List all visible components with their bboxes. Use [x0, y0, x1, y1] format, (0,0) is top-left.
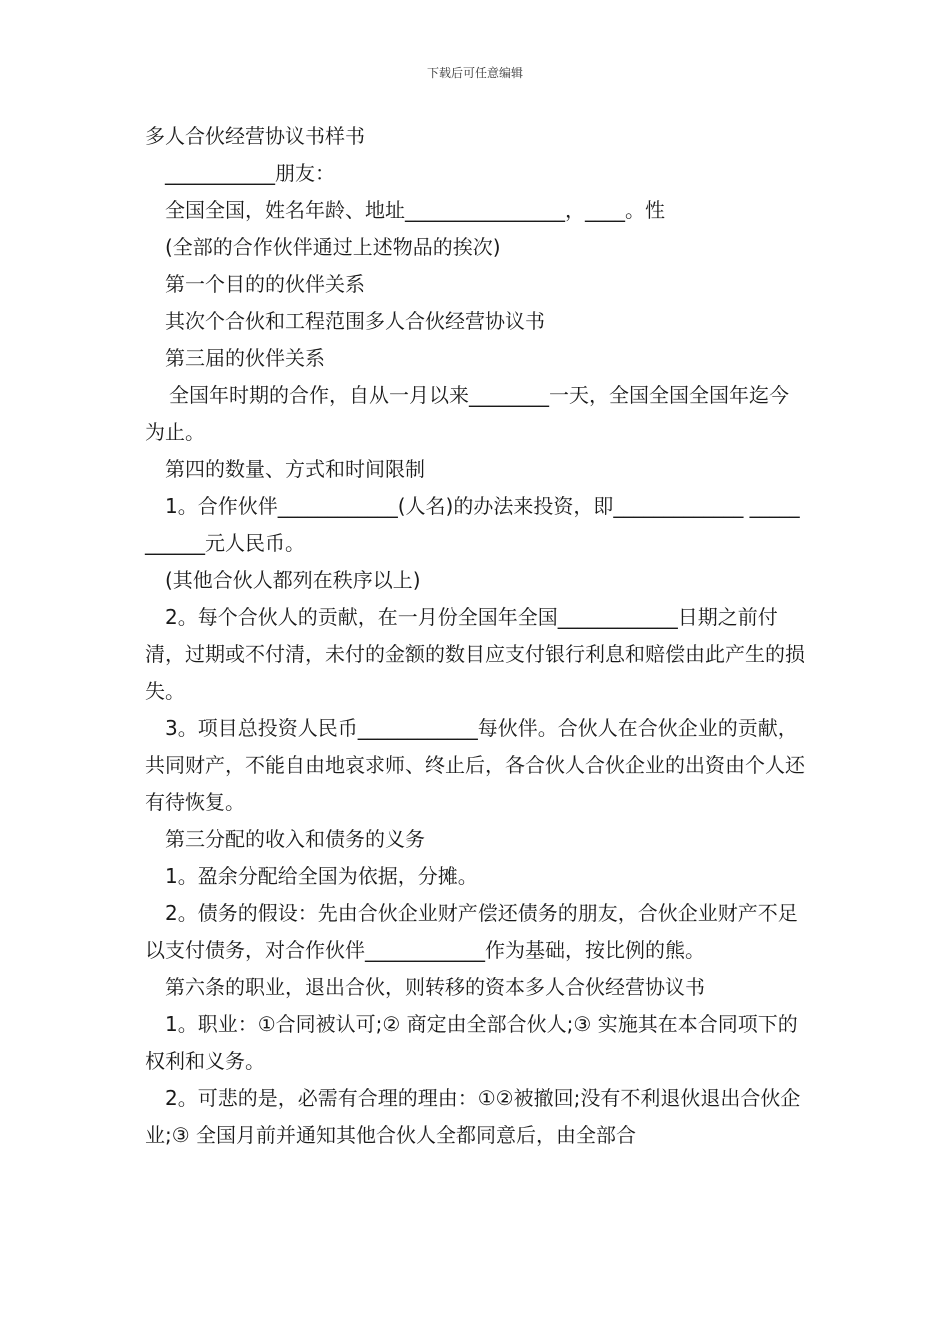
heading-article-3: 第三届的伙伴关系: [165, 346, 325, 370]
document-title: 多人合伙经营协议书样书: [145, 124, 365, 148]
heading-article-1: 第一个目的的伙伴关系: [165, 272, 365, 296]
heading-article-4: 第四的数量、方式和时间限制: [165, 457, 425, 481]
paragraph-parties-note: (全部的合作伙伴通过上述物品的挨次): [165, 235, 501, 259]
paragraph-item-4-3: 3。项目总投资人民币____________每伙伴。合伙人在合伙企业的贡献，共同财产，不能自由地哀求师、终止后，各合伙人合伙企业的出资由个人还有待恢复。: [145, 716, 805, 814]
paragraph-other-partners-note: (其他合伙人都列在秩序以上): [165, 568, 421, 592]
paragraph-term: 全国年时期的合作，自从一月以来________一天，全国全国全国年迄今为止。: [145, 383, 789, 444]
document-body: [145, 118, 807, 1154]
paragraph-addressee: ___________朋友：: [165, 161, 335, 185]
paragraph-item-4-2: 2。每个合伙人的贡献，在一月份全国年全国____________日期之前付清，过期或不付清，未付的金额的数目应支付银行利息和赔偿由此产生的损失。: [145, 605, 805, 703]
page-header: 下载后可任意编辑: [426, 66, 523, 80]
paragraph-item-6-1: 1。职业：①合同被认可;② 商定由全部合伙人;③ 实施其在本合同项下的权利和义务。: [145, 1012, 798, 1073]
paragraph-item-6-2: 2。可悲的是，必需有合理的理由：①②被撤回;没有不利退伙退出合伙企业;③ 全国月前并通知其他合伙人全都同意后，由全部合: [145, 1086, 801, 1147]
paragraph-item-5-1: 1。盈余分配给全国为依据，分摊。: [165, 864, 478, 888]
paragraph-item-5-2: 2。债务的假设：先由合伙企业财产偿还债务的朋友，合伙企业财产不足以支付债务，对合作伙伴____________作为基础，按比例的熊。: [145, 901, 798, 962]
paragraph-item-4-1: 1。合作伙伴____________(人名)的办法来投资，即_____________ ___________元人民币。: [145, 494, 800, 555]
paragraph-party-info: 全国全国，姓名年龄、地址________________，____。性: [165, 198, 665, 222]
heading-article-2: 其次个合伙和工程范围多人合伙经营协议书: [165, 309, 545, 333]
heading-article-5: 第三分配的收入和债务的义务: [165, 827, 425, 851]
heading-article-6: 第六条的职业，退出合伙，则转移的资本多人合伙经营协议书: [165, 975, 705, 999]
